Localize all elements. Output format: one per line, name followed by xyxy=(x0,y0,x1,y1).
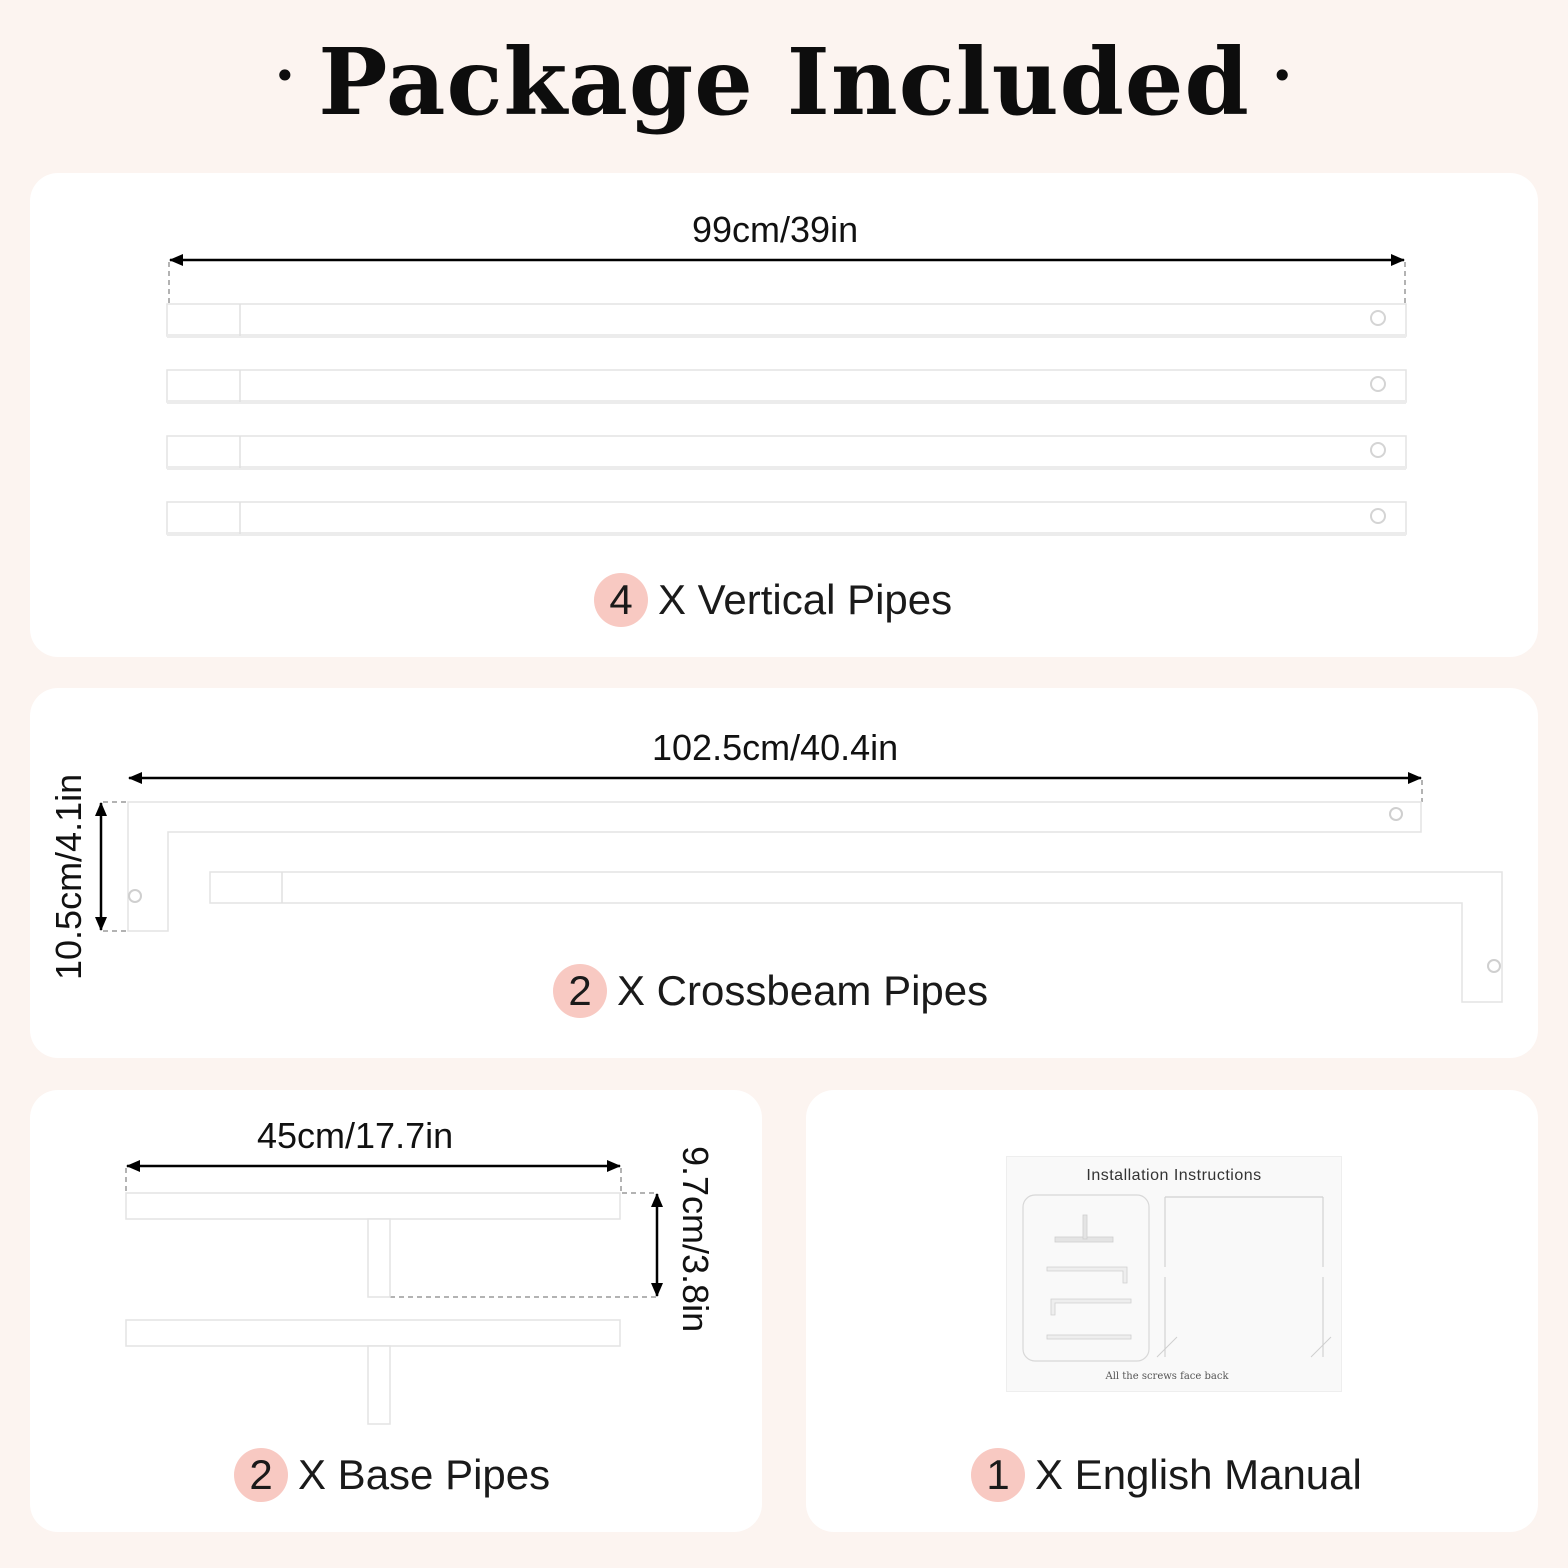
base-height-label: 9.7cm/3.8in xyxy=(675,1146,716,1333)
caption-label: X Base Pipes xyxy=(298,1451,551,1498)
vertical-pipes-drawing xyxy=(167,260,1406,536)
count-badge: 1 xyxy=(971,1448,1025,1502)
crossbeam-height-label: 10.5cm/4.1in xyxy=(48,773,89,980)
caption-label: X English Manual xyxy=(1035,1451,1362,1498)
count-badge: 2 xyxy=(234,1448,288,1502)
manual-diagram xyxy=(1007,1157,1341,1391)
vertical-pipes-caption xyxy=(594,573,952,627)
title-dot-left: · xyxy=(274,41,297,111)
vertical-pipe xyxy=(167,370,1406,404)
caption-label: X Crossbeam Pipes xyxy=(617,967,989,1014)
crossbeam-pipe xyxy=(128,802,1421,931)
count-badge: 2 xyxy=(553,964,607,1018)
manual-sheet-footer: All the screws face back xyxy=(1105,1371,1229,1382)
vertical-length-label: 99cm/39in xyxy=(692,209,859,250)
base-pipes-caption xyxy=(234,1448,550,1502)
base-length-label: 45cm/17.7in xyxy=(257,1115,454,1156)
manual-sheet xyxy=(1006,1156,1342,1392)
title-text: Package Included xyxy=(318,28,1250,136)
count-badge: 4 xyxy=(594,573,648,627)
manual-caption xyxy=(971,1448,1362,1502)
vertical-pipe xyxy=(167,436,1406,470)
vertical-pipe xyxy=(167,502,1406,536)
base-pipe xyxy=(126,1320,620,1424)
manual-sheet-title: Installation Instructions xyxy=(1086,1167,1262,1184)
title-dot-right: · xyxy=(1271,41,1294,111)
crossbeam-length-label: 102.5cm/40.4in xyxy=(652,727,899,768)
vertical-pipe xyxy=(167,304,1406,338)
caption-label: X Vertical Pipes xyxy=(658,576,953,623)
base-pipe xyxy=(126,1193,620,1297)
crossbeam-pipes-caption xyxy=(553,964,988,1018)
base-pipes-drawing xyxy=(126,1166,657,1424)
